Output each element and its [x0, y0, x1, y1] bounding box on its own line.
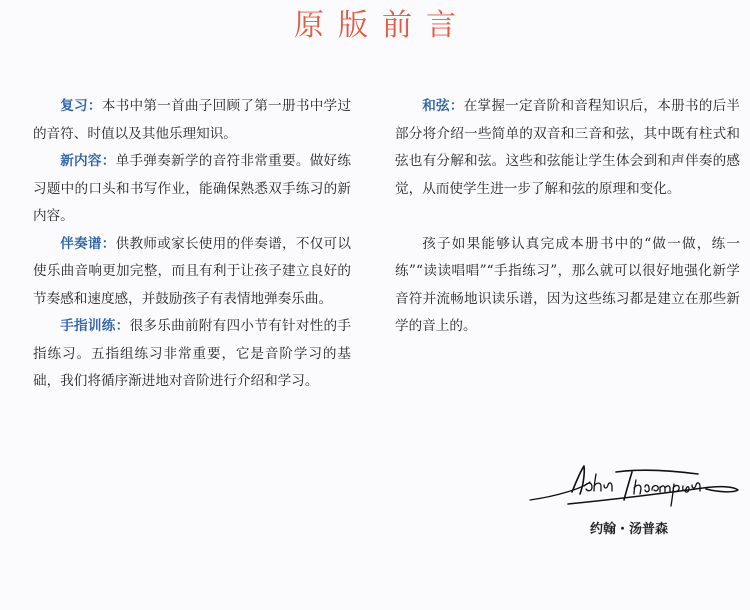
- paragraph-text: 很多乐曲前附有四小节有针对性的手指练习。五指组练习非常重要，它是音阶学习的基础，我们将循序渐进地对音阶进行介绍和学习。: [33, 318, 352, 389]
- signature-name: 约翰・汤普森: [590, 522, 669, 537]
- paragraph-closing: [395, 231, 740, 341]
- left-column: [33, 93, 351, 396]
- term-new-content: 新内容：: [60, 153, 116, 169]
- paragraph-finger-training: [33, 313, 351, 396]
- paragraph-text: 单手弹奏新学的音符非常重要。做好练习题中的口头和书写作业，能确保熟悉双手练习的新内容。: [33, 153, 352, 224]
- paragraph-text: 本书中第一首曲子回顾了第一册书中学过的音符、时值以及其他乐理知识。: [33, 98, 352, 142]
- paragraph-text: 供教师或家长使用的伴奏谱，不仅可以使乐曲音响更加完整，而且有利于让孩子建立良好的节奏感和速度感，并鼓励孩子有表情地弹奏乐曲。: [33, 235, 352, 307]
- paragraph-review: [33, 93, 351, 148]
- paragraph-new-content: [33, 148, 351, 231]
- page-title: 原版前言: [294, 8, 470, 43]
- term-chords: 和弦：: [422, 98, 464, 114]
- paragraph-chords: [395, 93, 740, 203]
- paragraph-text: 在掌握一定音阶和音程知识后，本册书的后半部分将介绍一些简单的双音和三音和弦，其中既有柱式和弦也有分解和弦。这些和弦能让学生体会到和声伴奏的感觉，从而使学生进一步了解和弦的原理和变化。: [395, 98, 740, 197]
- term-finger-training: 手指训练：: [60, 318, 130, 334]
- term-accompaniment: 伴奏谱：: [60, 235, 116, 252]
- paragraph-text: 孩子如果能够认真完成本册书中的“做一做，练一练”“读读唱唱”“手指练习”，那么就可以很好地强化新学音符并流畅地识读乐谱，因为这些练习都是建立在那些新学的音上的。: [395, 235, 740, 334]
- right-column: [395, 93, 740, 341]
- paragraph-accompaniment: [33, 231, 351, 314]
- term-review: 复习：: [60, 98, 102, 114]
- signature-image: [528, 460, 740, 510]
